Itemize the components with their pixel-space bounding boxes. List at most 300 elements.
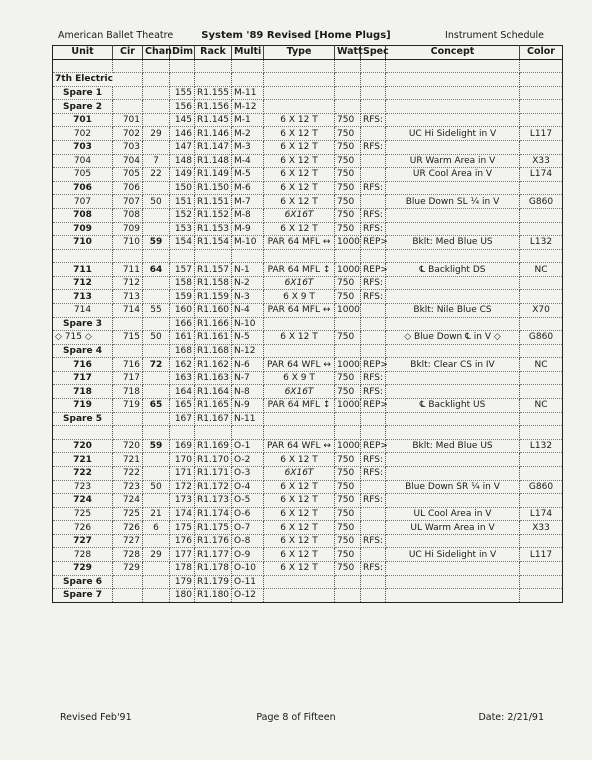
- multi-cell: M-6: [232, 181, 264, 195]
- multi-cell: M-2: [232, 127, 264, 141]
- chan-cell: 72: [143, 358, 170, 372]
- concept-cell: [386, 113, 520, 127]
- unit-cell: 725: [53, 507, 113, 521]
- spec-cell: RFS:: [361, 141, 386, 155]
- cir-cell: 701: [113, 113, 143, 127]
- concept-cell: [386, 290, 520, 304]
- unit-cell: 721: [53, 453, 113, 467]
- type-cell: 6 X 12 T: [264, 127, 335, 141]
- color-cell: X70: [520, 303, 563, 317]
- table-row: [53, 303, 563, 317]
- table-row: [53, 439, 563, 453]
- multi-cell: N-4: [232, 303, 264, 317]
- unit-cell: Spare 2: [53, 100, 113, 114]
- rack-cell: R1.170: [195, 453, 232, 467]
- rack-cell: R1.146: [195, 127, 232, 141]
- table-row: [53, 358, 563, 372]
- rack-cell: R1.172: [195, 480, 232, 494]
- concept-cell: Bklt: Med Blue US: [386, 236, 520, 250]
- color-cell: [520, 181, 563, 195]
- revision-note: Revised Feb'91: [60, 712, 132, 723]
- color-cell: [520, 412, 563, 426]
- empty-cell: [195, 59, 232, 73]
- empty-cell: [386, 59, 520, 73]
- spec-cell: [361, 521, 386, 535]
- concept-cell: Bklt: Clear CS in IV: [386, 358, 520, 372]
- rack-cell: R1.169: [195, 439, 232, 453]
- chan-cell: [143, 344, 170, 358]
- unit-cell: 717: [53, 371, 113, 385]
- table-row: [53, 236, 563, 250]
- unit-cell: Spare 3: [53, 317, 113, 331]
- concept-cell: [386, 494, 520, 508]
- watt-cell: 750: [335, 181, 361, 195]
- empty-cell: [264, 249, 335, 263]
- empty-cell: [520, 426, 563, 440]
- spec-cell: REP>: [361, 263, 386, 277]
- watt-cell: 1000: [335, 263, 361, 277]
- rack-cell: R1.174: [195, 507, 232, 521]
- watt-cell: 750: [335, 290, 361, 304]
- multi-cell: O-9: [232, 548, 264, 562]
- table-header-row: [53, 46, 563, 60]
- type-cell: 6 X 12 T: [264, 521, 335, 535]
- spec-cell: RFS:: [361, 208, 386, 222]
- concept-cell: [386, 385, 520, 399]
- spec-cell: RFS:: [361, 290, 386, 304]
- concept-cell: [386, 534, 520, 548]
- concept-cell: ℄ Backlight DS: [386, 263, 520, 277]
- table-row: [53, 208, 563, 222]
- unit-cell: 718: [53, 385, 113, 399]
- type-cell: [264, 100, 335, 114]
- chan-cell: 50: [143, 480, 170, 494]
- concept-cell: UR Cool Area in V: [386, 168, 520, 182]
- rack-cell: R1.158: [195, 276, 232, 290]
- color-cell: X33: [520, 154, 563, 168]
- concept-cell: UL Cool Area in V: [386, 507, 520, 521]
- color-cell: L132: [520, 236, 563, 250]
- watt-cell: 750: [335, 113, 361, 127]
- unit-cell: 719: [53, 399, 113, 413]
- type-cell: 6 X 12 T: [264, 141, 335, 155]
- empty-cell: [232, 73, 264, 87]
- empty-cell: [361, 73, 386, 87]
- dim-cell: 172: [170, 480, 195, 494]
- column-header: Concept: [386, 46, 520, 60]
- section-heading: 7th Electric: [53, 73, 143, 87]
- chan-cell: [143, 290, 170, 304]
- spec-cell: [361, 412, 386, 426]
- cir-cell: 722: [113, 466, 143, 480]
- chan-cell: 55: [143, 303, 170, 317]
- chan-cell: [143, 181, 170, 195]
- column-header: Multi: [232, 46, 264, 60]
- spec-cell: [361, 507, 386, 521]
- multi-cell: N-11: [232, 412, 264, 426]
- table-row: [53, 507, 563, 521]
- multi-cell: N-2: [232, 276, 264, 290]
- type-cell: 6 X 12 T: [264, 168, 335, 182]
- multi-cell: M-5: [232, 168, 264, 182]
- chan-cell: 29: [143, 548, 170, 562]
- empty-cell: [113, 249, 143, 263]
- chan-cell: 6: [143, 521, 170, 535]
- cir-cell: 708: [113, 208, 143, 222]
- multi-cell: M-8: [232, 208, 264, 222]
- table-row: [53, 466, 563, 480]
- rack-cell: R1.179: [195, 575, 232, 589]
- chan-cell: 22: [143, 168, 170, 182]
- concept-cell: Bklt: Nile Blue CS: [386, 303, 520, 317]
- multi-cell: N-7: [232, 371, 264, 385]
- type-cell: 6X16T: [264, 276, 335, 290]
- dim-cell: 149: [170, 168, 195, 182]
- color-cell: NC: [520, 399, 563, 413]
- empty-cell: [335, 73, 361, 87]
- watt-cell: [335, 344, 361, 358]
- color-cell: NC: [520, 358, 563, 372]
- chan-cell: [143, 453, 170, 467]
- cir-cell: [113, 412, 143, 426]
- concept-cell: [386, 141, 520, 155]
- cir-cell: 711: [113, 263, 143, 277]
- watt-cell: 750: [335, 127, 361, 141]
- color-cell: L117: [520, 548, 563, 562]
- empty-cell: [143, 426, 170, 440]
- concept-cell: ◇ Blue Down ℄ in V ◇: [386, 331, 520, 345]
- dim-cell: 171: [170, 466, 195, 480]
- cir-cell: 707: [113, 195, 143, 209]
- color-cell: [520, 141, 563, 155]
- multi-cell: N-3: [232, 290, 264, 304]
- table-row: [53, 168, 563, 182]
- color-cell: X33: [520, 521, 563, 535]
- color-cell: L117: [520, 127, 563, 141]
- empty-cell: [335, 426, 361, 440]
- spec-cell: RFS:: [361, 534, 386, 548]
- spec-cell: [361, 480, 386, 494]
- watt-cell: 750: [335, 141, 361, 155]
- dim-cell: 180: [170, 589, 195, 603]
- cir-cell: [113, 589, 143, 603]
- rack-cell: R1.176: [195, 534, 232, 548]
- cir-cell: 714: [113, 303, 143, 317]
- dim-cell: 178: [170, 561, 195, 575]
- table-row: [53, 480, 563, 494]
- type-cell: 6 X 12 T: [264, 113, 335, 127]
- spec-cell: [361, 127, 386, 141]
- unit-cell: 709: [53, 222, 113, 236]
- spec-cell: RFS:: [361, 371, 386, 385]
- color-cell: [520, 466, 563, 480]
- cir-cell: 724: [113, 494, 143, 508]
- rack-cell: R1.157: [195, 263, 232, 277]
- spec-cell: [361, 100, 386, 114]
- table-row: [53, 534, 563, 548]
- empty-cell: [195, 73, 232, 87]
- unit-cell: 726: [53, 521, 113, 535]
- multi-cell: M-1: [232, 113, 264, 127]
- cir-cell: 723: [113, 480, 143, 494]
- color-cell: [520, 385, 563, 399]
- rack-cell: R1.154: [195, 236, 232, 250]
- type-cell: [264, 86, 335, 100]
- concept-cell: Blue Down SR ¼ in V: [386, 480, 520, 494]
- empty-cell: [520, 59, 563, 73]
- multi-cell: M-9: [232, 222, 264, 236]
- unit-cell: 707: [53, 195, 113, 209]
- rack-cell: R1.145: [195, 113, 232, 127]
- chan-cell: [143, 100, 170, 114]
- spec-cell: REP>: [361, 399, 386, 413]
- watt-cell: [335, 100, 361, 114]
- color-cell: [520, 222, 563, 236]
- type-cell: [264, 575, 335, 589]
- empty-cell: [53, 426, 113, 440]
- unit-cell: 710: [53, 236, 113, 250]
- table-row: [53, 290, 563, 304]
- table-row: [53, 453, 563, 467]
- color-cell: [520, 589, 563, 603]
- watt-cell: [335, 575, 361, 589]
- cir-cell: 717: [113, 371, 143, 385]
- spec-cell: [361, 575, 386, 589]
- watt-cell: 750: [335, 561, 361, 575]
- unit-cell: 711: [53, 263, 113, 277]
- color-cell: [520, 290, 563, 304]
- spec-cell: [361, 548, 386, 562]
- rack-cell: R1.177: [195, 548, 232, 562]
- empty-cell: [520, 249, 563, 263]
- document-date: Date: 2/21/91: [478, 712, 544, 723]
- chan-cell: [143, 86, 170, 100]
- dim-cell: 151: [170, 195, 195, 209]
- color-cell: [520, 494, 563, 508]
- chan-cell: [143, 534, 170, 548]
- chan-cell: 7: [143, 154, 170, 168]
- unit-cell: 722: [53, 466, 113, 480]
- chan-cell: [143, 575, 170, 589]
- spec-cell: RFS:: [361, 561, 386, 575]
- watt-cell: 750: [335, 521, 361, 535]
- rack-cell: R1.167: [195, 412, 232, 426]
- rack-cell: R1.164: [195, 385, 232, 399]
- table-row: [53, 575, 563, 589]
- empty-cell: [335, 59, 361, 73]
- empty-cell: [264, 73, 335, 87]
- empty-cell: [143, 249, 170, 263]
- column-header: Dim: [170, 46, 195, 60]
- cir-cell: 728: [113, 548, 143, 562]
- type-cell: 6 X 12 T: [264, 453, 335, 467]
- table-row: [53, 195, 563, 209]
- dim-cell: 165: [170, 399, 195, 413]
- dim-cell: 173: [170, 494, 195, 508]
- watt-cell: 750: [335, 548, 361, 562]
- unit-cell: 702: [53, 127, 113, 141]
- color-cell: [520, 561, 563, 575]
- multi-cell: N-10: [232, 317, 264, 331]
- rack-cell: R1.149: [195, 168, 232, 182]
- empty-cell: [361, 249, 386, 263]
- chan-cell: 59: [143, 236, 170, 250]
- type-cell: 6 X 9 T: [264, 290, 335, 304]
- watt-cell: 750: [335, 507, 361, 521]
- rack-cell: R1.162: [195, 358, 232, 372]
- table-row: [53, 561, 563, 575]
- dim-cell: 152: [170, 208, 195, 222]
- concept-cell: [386, 208, 520, 222]
- rack-cell: R1.156: [195, 100, 232, 114]
- spec-cell: RFS:: [361, 181, 386, 195]
- table-row: [53, 412, 563, 426]
- empty-cell: [53, 59, 113, 73]
- table-row: [53, 521, 563, 535]
- cir-cell: 718: [113, 385, 143, 399]
- chan-cell: [143, 276, 170, 290]
- watt-cell: 750: [335, 154, 361, 168]
- empty-cell: [113, 59, 143, 73]
- empty-cell: [53, 249, 113, 263]
- type-cell: 6X16T: [264, 466, 335, 480]
- color-cell: G860: [520, 480, 563, 494]
- type-cell: 6 X 12 T: [264, 534, 335, 548]
- spec-cell: REP>: [361, 439, 386, 453]
- dim-cell: 159: [170, 290, 195, 304]
- spec-cell: [361, 303, 386, 317]
- chan-cell: 65: [143, 399, 170, 413]
- empty-cell: [113, 426, 143, 440]
- rack-cell: R1.150: [195, 181, 232, 195]
- chan-cell: 50: [143, 195, 170, 209]
- watt-cell: 750: [335, 222, 361, 236]
- cir-cell: [113, 100, 143, 114]
- chan-cell: [143, 561, 170, 575]
- dim-cell: 163: [170, 371, 195, 385]
- color-cell: [520, 344, 563, 358]
- concept-cell: [386, 453, 520, 467]
- rack-cell: R1.166: [195, 317, 232, 331]
- chan-cell: [143, 141, 170, 155]
- empty-cell: [195, 249, 232, 263]
- type-cell: [264, 317, 335, 331]
- spec-cell: REP>: [361, 236, 386, 250]
- table-row: [53, 263, 563, 277]
- watt-cell: 1000: [335, 236, 361, 250]
- cir-cell: 705: [113, 168, 143, 182]
- empty-cell: [386, 249, 520, 263]
- empty-cell: [264, 59, 335, 73]
- spec-cell: [361, 331, 386, 345]
- unit-cell: Spare 6: [53, 575, 113, 589]
- unit-cell: Spare 7: [53, 589, 113, 603]
- unit-cell: 720: [53, 439, 113, 453]
- spec-cell: REP>: [361, 358, 386, 372]
- unit-cell: 713: [53, 290, 113, 304]
- cir-cell: [113, 317, 143, 331]
- chan-cell: [143, 494, 170, 508]
- rack-cell: R1.148: [195, 154, 232, 168]
- cir-cell: 710: [113, 236, 143, 250]
- multi-cell: M-3: [232, 141, 264, 155]
- page-number: Page 8 of Fifteen: [256, 712, 336, 723]
- multi-cell: N-6: [232, 358, 264, 372]
- concept-cell: Bklt: Med Blue US: [386, 439, 520, 453]
- concept-cell: UC Hi Sidelight in V: [386, 127, 520, 141]
- multi-cell: O-3: [232, 466, 264, 480]
- concept-cell: [386, 86, 520, 100]
- type-cell: [264, 412, 335, 426]
- multi-cell: M-7: [232, 195, 264, 209]
- multi-cell: O-8: [232, 534, 264, 548]
- empty-cell: [520, 73, 563, 87]
- rack-cell: R1.161: [195, 331, 232, 345]
- cir-cell: 720: [113, 439, 143, 453]
- multi-cell: M-4: [232, 154, 264, 168]
- column-header: Watt: [335, 46, 361, 60]
- empty-cell: [143, 73, 170, 87]
- dim-cell: 146: [170, 127, 195, 141]
- type-cell: 6 X 12 T: [264, 331, 335, 345]
- color-cell: L174: [520, 507, 563, 521]
- cir-cell: 726: [113, 521, 143, 535]
- type-cell: PAR 64 WFL ↔: [264, 358, 335, 372]
- type-cell: [264, 344, 335, 358]
- type-cell: PAR 64 WFL ↔: [264, 439, 335, 453]
- spec-cell: RFS:: [361, 453, 386, 467]
- type-cell: PAR 64 MFL ↔: [264, 303, 335, 317]
- watt-cell: 750: [335, 494, 361, 508]
- chan-cell: [143, 385, 170, 399]
- color-cell: [520, 100, 563, 114]
- dim-cell: 155: [170, 86, 195, 100]
- empty-cell: [264, 426, 335, 440]
- cir-cell: 727: [113, 534, 143, 548]
- concept-cell: ℄ Backlight US: [386, 399, 520, 413]
- rack-cell: R1.159: [195, 290, 232, 304]
- spec-cell: [361, 154, 386, 168]
- unit-cell: 724: [53, 494, 113, 508]
- dim-cell: 161: [170, 331, 195, 345]
- table-row: [53, 344, 563, 358]
- dim-cell: 156: [170, 100, 195, 114]
- concept-cell: [386, 276, 520, 290]
- type-cell: 6 X 12 T: [264, 507, 335, 521]
- multi-cell: O-10: [232, 561, 264, 575]
- dim-cell: 147: [170, 141, 195, 155]
- cir-cell: 716: [113, 358, 143, 372]
- watt-cell: 750: [335, 466, 361, 480]
- rack-cell: R1.147: [195, 141, 232, 155]
- color-cell: [520, 208, 563, 222]
- chan-cell: 59: [143, 439, 170, 453]
- dim-cell: 162: [170, 358, 195, 372]
- dim-cell: 177: [170, 548, 195, 562]
- chan-cell: [143, 113, 170, 127]
- watt-cell: [335, 317, 361, 331]
- chan-cell: [143, 589, 170, 603]
- multi-cell: M-11: [232, 86, 264, 100]
- table-row: [53, 331, 563, 345]
- column-header: Spec: [361, 46, 386, 60]
- watt-cell: [335, 86, 361, 100]
- cir-cell: [113, 575, 143, 589]
- empty-cell: [232, 59, 264, 73]
- unit-cell: 716: [53, 358, 113, 372]
- type-cell: [264, 589, 335, 603]
- unit-cell: Spare 5: [53, 412, 113, 426]
